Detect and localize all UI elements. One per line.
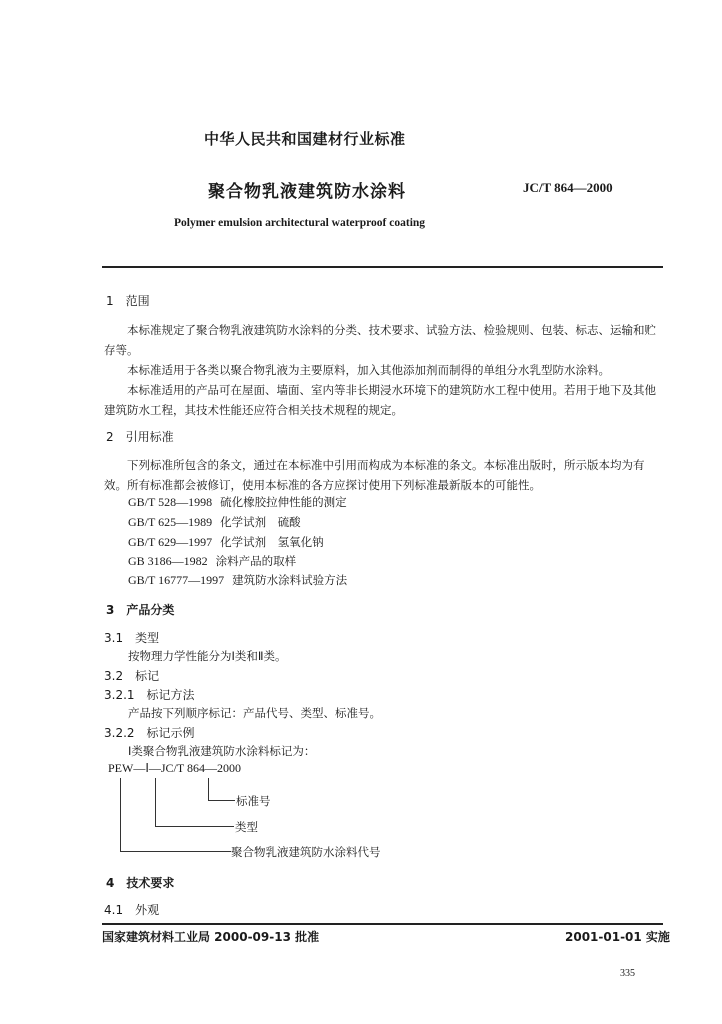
section-3-2-heading: 3.2 标记 (104, 669, 160, 683)
section-4-1-heading: 4.1 外观 (104, 903, 160, 917)
label-type: 类型 (235, 820, 258, 834)
reference-code: GB/T 16777—1997 (128, 573, 225, 587)
section-1-heading: 1 范围 (106, 294, 150, 308)
implementation-date: 2001-01-01 实施 (565, 930, 670, 944)
reference-code: GB/T 629—1997 (128, 535, 213, 549)
section-4-heading: 4 技术要求 (106, 876, 175, 890)
header-divider (102, 266, 663, 268)
reference-standard-3 (128, 534, 324, 550)
label-standard-number: 标准号 (236, 794, 271, 808)
section-3-1-heading: 3.1 类型 (104, 631, 160, 645)
section-2-paragraph: 下列标准所包含的条文，通过在本标准中引用而构成为本标准的条文。本标准出版时，所示版本均为有效。所有标准都会被修订，使用本标准的各方应探讨使用下列标准最新版本的可能性。 (104, 458, 645, 492)
section-3-2-1-heading: 3.2.1 标记方法 (104, 688, 195, 702)
reference-title: 建筑防水涂料试验方法 (232, 573, 348, 587)
english-title: Polymer emulsion architectural waterproof coating (174, 217, 426, 229)
reference-code: GB/T 625—1989 (128, 515, 213, 529)
section-2-heading: 2 引用标准 (106, 430, 174, 444)
section-3-2-2-heading: 3.2.2 标记示例 (104, 726, 195, 740)
section-1-paragraph-2: 本标准适用于各类以聚合物乳液为主要原料，加入其他添加剂而制得的单组分水乳型防水涂料。 (127, 363, 610, 377)
standard-category: 中华人民共和国建材行业标准 (204, 130, 406, 148)
section-1-paragraph-1: 本标准规定了聚合物乳液建筑防水涂料的分类、技术要求、试验方法、检验规则、包装、标志、运输和贮存等。 (104, 323, 656, 357)
reference-title: 化学试剂 硫酸 (220, 515, 301, 529)
marking-example: PEW—Ⅰ—JC/T 864—2000 (108, 761, 241, 775)
document-title: 聚合物乳液建筑防水涂料 (208, 182, 406, 202)
section-3-2-1-text: 产品按下列顺序标记：产品代号、类型、标准号。 (128, 706, 381, 720)
connector-product-code (120, 778, 231, 852)
standard-code: JC/T 864—2000 (523, 180, 613, 195)
reference-code: GB/T 528—1998 (128, 495, 213, 509)
reference-standard-5 (128, 572, 347, 588)
reference-standard-2 (128, 514, 301, 530)
reference-title: 硫化橡胶拉伸性能的测定 (220, 495, 347, 509)
footer-divider (102, 923, 663, 925)
reference-title: 化学试剂 氢氧化钠 (220, 535, 324, 549)
approval-statement: 国家建筑材料工业局 2000-09-13 批准 (102, 930, 320, 944)
reference-code: GB 3186—1982 (128, 554, 208, 568)
reference-standard-4 (128, 553, 296, 569)
section-3-1-text: 按物理力学性能分为Ⅰ类和Ⅱ类。 (128, 649, 287, 663)
reference-title: 涂料产品的取样 (215, 554, 297, 568)
label-product-code: 聚合物乳液建筑防水涂料代号 (231, 845, 381, 859)
section-1-paragraph-3: 本标准适用的产品可在屋面、墙面、室内等非长期浸水环境下的建筑防水工程中使用。若用于地下及其他建筑防水工程，其技术性能还应符合相关技术规程的规定。 (104, 383, 656, 417)
page-number: 335 (620, 968, 635, 979)
section-3-heading: 3 产品分类 (106, 603, 175, 617)
reference-standard-1 (128, 494, 347, 510)
section-3-2-2-text: Ⅰ类聚合物乳液建筑防水涂料标记为： (128, 744, 316, 758)
